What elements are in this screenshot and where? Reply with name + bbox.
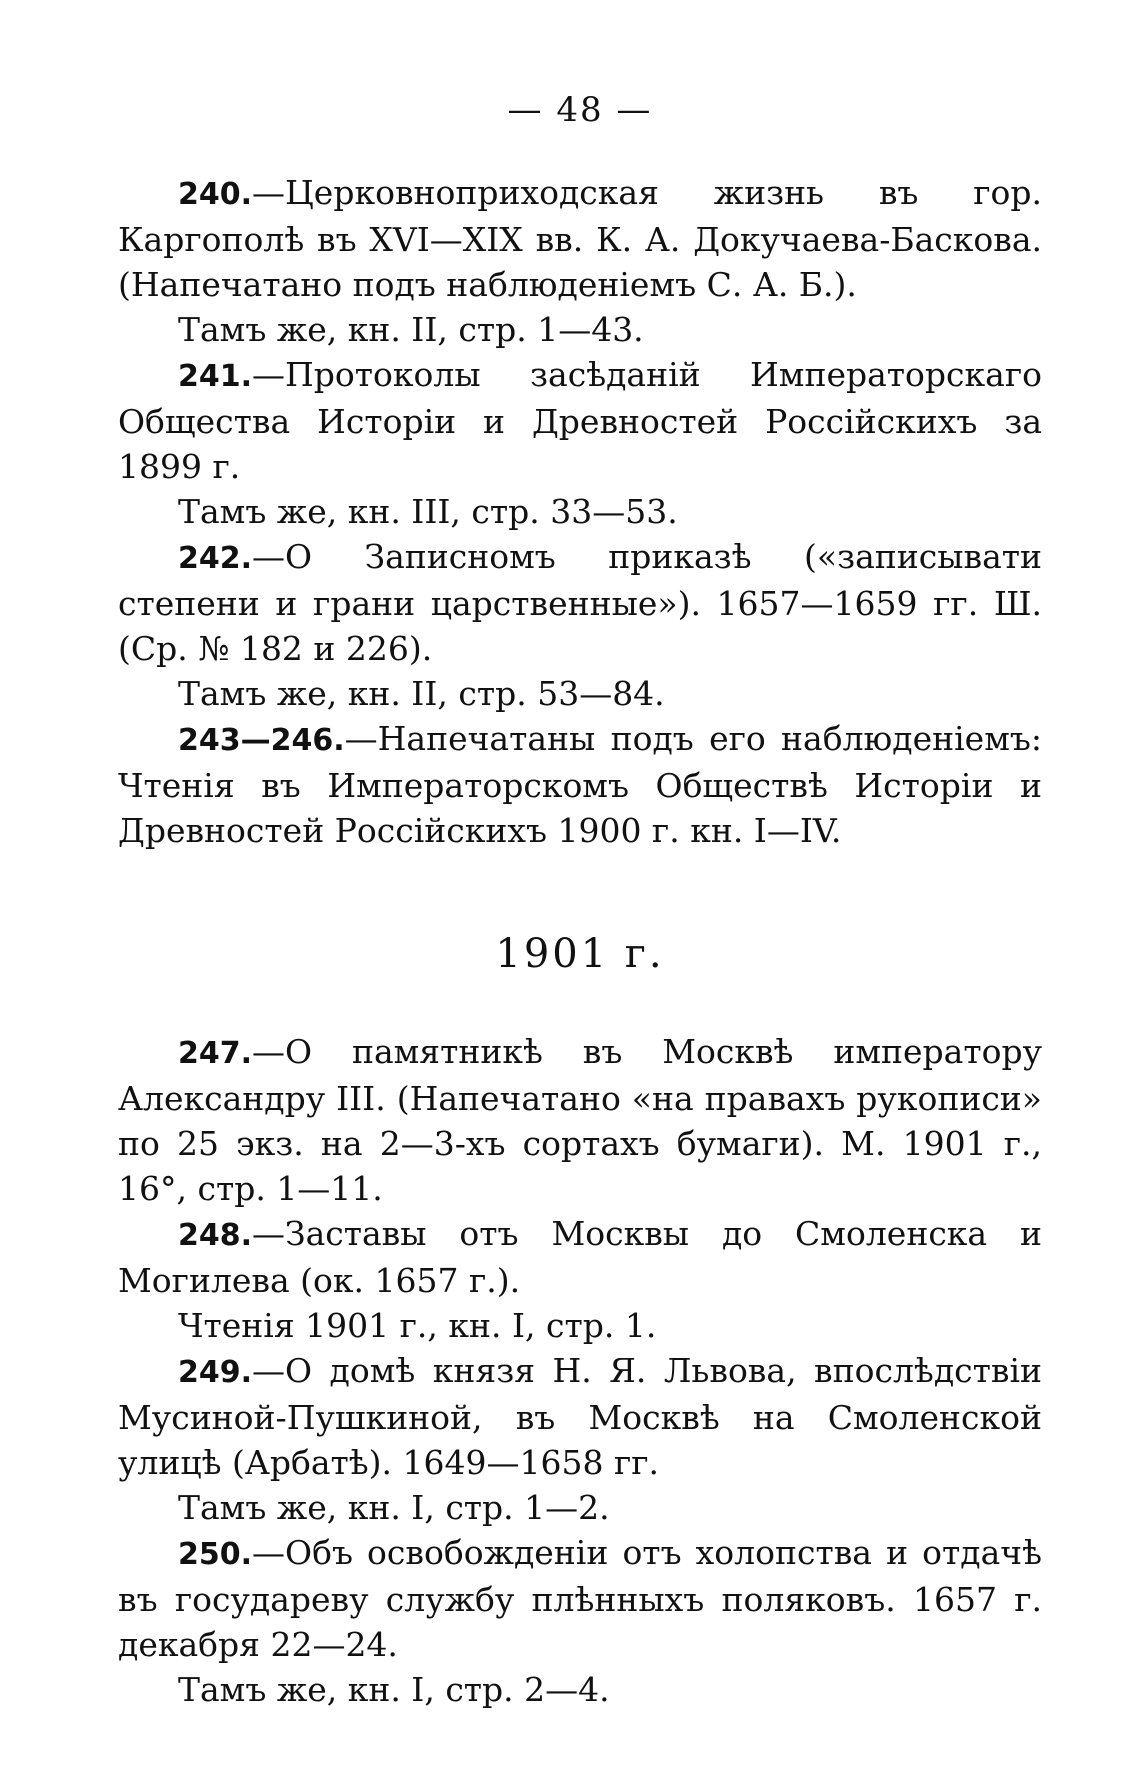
entry-250: [118, 1530, 1042, 1712]
entry-text: —Протоколы засѣданій Императорскаго Общества Исторіи и Древностей Россійскихъ за 1899 г.: [118, 355, 1042, 486]
entry-number: 241.: [178, 359, 253, 394]
entry-body: [118, 170, 1042, 307]
entries-bottom: [118, 1029, 1042, 1712]
entry-reference: Тамъ же, кн. II, стр. 53—84.: [178, 674, 665, 713]
entries-top: [118, 170, 1042, 853]
entry-248: [118, 1211, 1042, 1348]
entry-text: —Заставы отъ Москвы до Смоленска и Могилева (ок. 1657 г.).: [118, 1214, 1042, 1300]
entry-number: 243—246.: [178, 723, 345, 758]
year-heading: 1901 г.: [495, 931, 665, 977]
entry-number: 242.: [178, 541, 253, 576]
entry-reference: Чтенія 1901 г., кн. I, стр. 1.: [178, 1306, 657, 1345]
page-number: — 48 —: [507, 90, 653, 130]
entry-text: —О памятникѣ въ Москвѣ императору Александру III. (Напечатано «на правахъ рукописи» по 25 экз. на 2—3-хъ сортахъ бумаги). М. 1901 г., 16°, стр. 1—11.: [118, 1032, 1042, 1208]
entry-number: 240.: [178, 177, 253, 212]
entry-text: —О домѣ князя Н. Я. Львова, впослѣдствіи Мусиной-Пушкиной, въ Москвѣ на Смоленской улицѣ (Арбатѣ). 1649—1658 гг.: [118, 1351, 1042, 1482]
entry-247: [118, 1029, 1042, 1211]
entry-body: [118, 716, 1042, 853]
entry-reference: Тамъ же, кн. II, стр. 1—43.: [178, 310, 644, 349]
entry-reference: Тамъ же, кн. I, стр. 1—2.: [178, 1488, 610, 1527]
entry-body: [118, 1211, 1042, 1303]
entry-text: —О Записномъ приказѣ («записывати степени и грани царственные»). 1657—1659 гг. Ш. (Ср. № 182 и 226).: [118, 537, 1042, 668]
entry-number: 250.: [178, 1537, 253, 1572]
entry-reference: Тамъ же, кн. III, стр. 33—53.: [178, 492, 678, 531]
entry-249: [118, 1348, 1042, 1530]
entry-body: [118, 1348, 1042, 1485]
entry-243-246: [118, 716, 1042, 853]
entry-body: [118, 534, 1042, 671]
entry-body: [118, 1530, 1042, 1667]
entry-reference: Тамъ же, кн. I, стр. 2—4.: [178, 1670, 610, 1709]
entry-body: [118, 1029, 1042, 1211]
entry-number: 248.: [178, 1218, 253, 1253]
entry-number: 247.: [178, 1036, 253, 1071]
entry-text: —Объ освобожденіи отъ холопства и отдачѣ въ государеву службу плѣнныхъ поляковъ. 1657 г. декабря 22—24.: [118, 1533, 1042, 1664]
entry-text: —Церковноприходская жизнь въ гор. Каргополѣ въ XVI—XIX вв. К. А. Докучаева-Баскова. (Напечатано подъ наблюденіемъ С. А. Б.).: [118, 173, 1042, 304]
entry-242: [118, 534, 1042, 716]
entry-text: —Напечатаны подъ его наблюденіемъ: Чтенія въ Императорскомъ Обществѣ Исторіи и Древностей Россійскихъ 1900 г. кн. I—IV.: [118, 719, 1042, 850]
entry-body: [118, 352, 1042, 489]
entry-240: [118, 170, 1042, 352]
entry-241: [118, 352, 1042, 534]
entry-number: 249.: [178, 1355, 253, 1390]
